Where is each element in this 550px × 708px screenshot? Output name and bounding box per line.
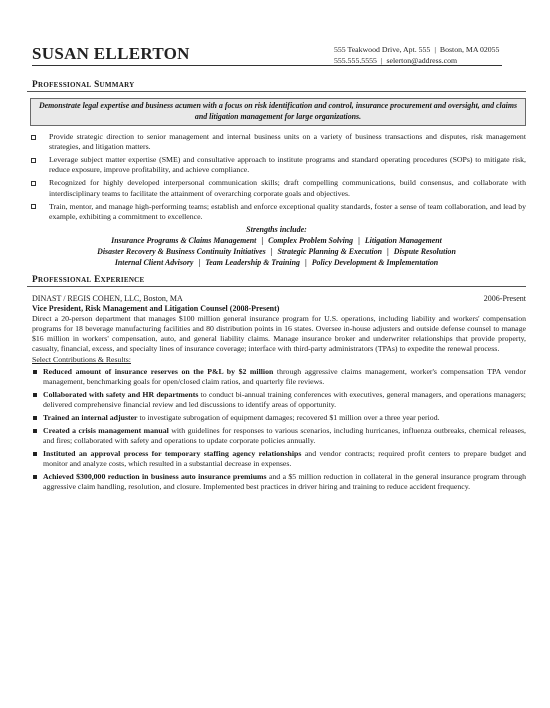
job-header [32, 294, 526, 304]
square-bullet-icon [31, 158, 36, 163]
email: selerton@address.com [386, 56, 458, 65]
bullet-icon [33, 370, 37, 374]
square-bullet-icon [31, 204, 36, 209]
summary-bullet: Recognized for highly developed interpersonal communication skills; draft compelling communications, build consensus, and collaborate with interdisciplinary teams to facilitate the attainment of overarching corporate goals and objectives. [27, 178, 526, 198]
experience-divider [27, 286, 526, 287]
address: 555 Teakwood Drive, Apt. 555 [334, 45, 431, 54]
bullet-icon [33, 416, 37, 420]
strengths-row: Insurance Programs & Claims Management | Complex Problem Solving | Litigation Management [111, 235, 442, 245]
result-item: Collaborated with safety and HR departments to conduct bi-annual training conferences with executives, general managers, and operations managers; delivered comprehensive financial review and led discussions to identify areas of opportunity. [32, 390, 526, 410]
square-bullet-icon [31, 181, 36, 186]
summary-box: Demonstrate legal expertise and business acumen with a focus on risk identification and control, insurance procurement and oversight, and claims and litigation management for large organizations. [30, 98, 526, 126]
candidate-name: SUSAN ELLERTON [32, 44, 190, 63]
result-item: Created a crisis management manual with guidelines for responses to various scenarios, including hurricanes, influenza outbreaks, chemical releases, and fires; collaborated with safety and operations to update corporate policies annually. [32, 426, 526, 446]
result-item: Trained an internal adjuster to investigate subrogation of equipment damages; recovered $1 million over a three year period. [32, 413, 526, 423]
summary-bullets [27, 132, 526, 222]
summary-bullet: Provide strategic direction to senior management and internal business units on a variety of business transactions and disputes, risk management strategies, and litigation matters. [27, 132, 526, 152]
job-dates: 2006-Present [483, 293, 526, 303]
job-description: Direct a 20-person department that manages $100 million general insurance program for U.S. operations, including liability and workers' compensation programs for 18 beverage manufacturing facilities and 80 distribution points in 16 states. Oversee in-house adjusters and outside defense counsel to manage $16 million in workers' compensation, auto, and general liability claims. Manage insurance broker and underwriter relationships that provide property, casualty, financial, excess, and specialty lines of insurance coverage; interface with third-party administrators (TPAs) to expedite the renewal process. [32, 313, 526, 354]
summary-section-title: Professional Summary [32, 80, 135, 90]
resume-header [27, 0, 526, 70]
select-results-header: Select Contributions & Results: [32, 354, 131, 364]
summary-bullet: Leverage subject matter expertise (SME) and consultative approach to institute programs and standard operating procedures (SOPs) to mitigate risk, reduce exposure, improve profitability, and achieve compliance. [27, 155, 526, 175]
bullet-icon [33, 393, 37, 397]
bullet-icon [33, 475, 37, 479]
strengths-row: Disaster Recovery & Business Continuity Initiatives | Strategic Planning & Execution | Dispute Resolution [97, 246, 456, 256]
company-name: DINAST / REGIS COHEN, LLC, Boston, MA [32, 293, 183, 303]
strengths-row: Internal Client Advisory | Team Leadership & Training | Policy Development & Implementation [114, 257, 439, 267]
result-item: Instituted an approval process for temporary staffing agency relationships and vendor contracts; required profit centers to prepare budget and monitor and analyze costs, which resulted in a substantial decrease in expenses. [32, 449, 526, 469]
results-list [32, 367, 526, 492]
summary-divider [27, 91, 526, 92]
contact-info: 555 Teakwood Drive, Apt. 555 | Boston, MA 02055 555.555.5555 | selerton@address.com [334, 45, 500, 65]
city: Boston, MA 02055 [439, 45, 500, 54]
result-item: Achieved $300,000 reduction in business auto insurance premiums and a $5 million reduction in collateral in the general insurance program through aggressive claim handling, resolution, and closure. Implemented best practices in driver hiring and training to reduce accident frequency. [32, 472, 526, 492]
result-item: Reduced amount of insurance reserves on the P&L by $2 million through aggressive claims management, worker's compensation TPA vendor management, benchmarking goals for open/closed claim ratios, and quarterly file reviews. [32, 367, 526, 387]
experience-section-title: Professional Experience [32, 274, 145, 285]
header-divider [32, 65, 502, 66]
square-bullet-icon [31, 135, 36, 140]
phone: 555.555.5555 [334, 56, 377, 65]
summary-bullet: Train, mentor, and manage high-performing teams; establish and enforce exceptional quality standards, foster a sense of team collaboration, and lead by example, exhibiting a commitment to excellence. [27, 202, 526, 222]
strengths-title: Strengths include: [246, 224, 307, 234]
job-title: Vice President, Risk Management and Litigation Counsel (2008-Present) [32, 303, 280, 313]
bullet-icon [33, 429, 37, 433]
bullet-icon [33, 452, 37, 456]
